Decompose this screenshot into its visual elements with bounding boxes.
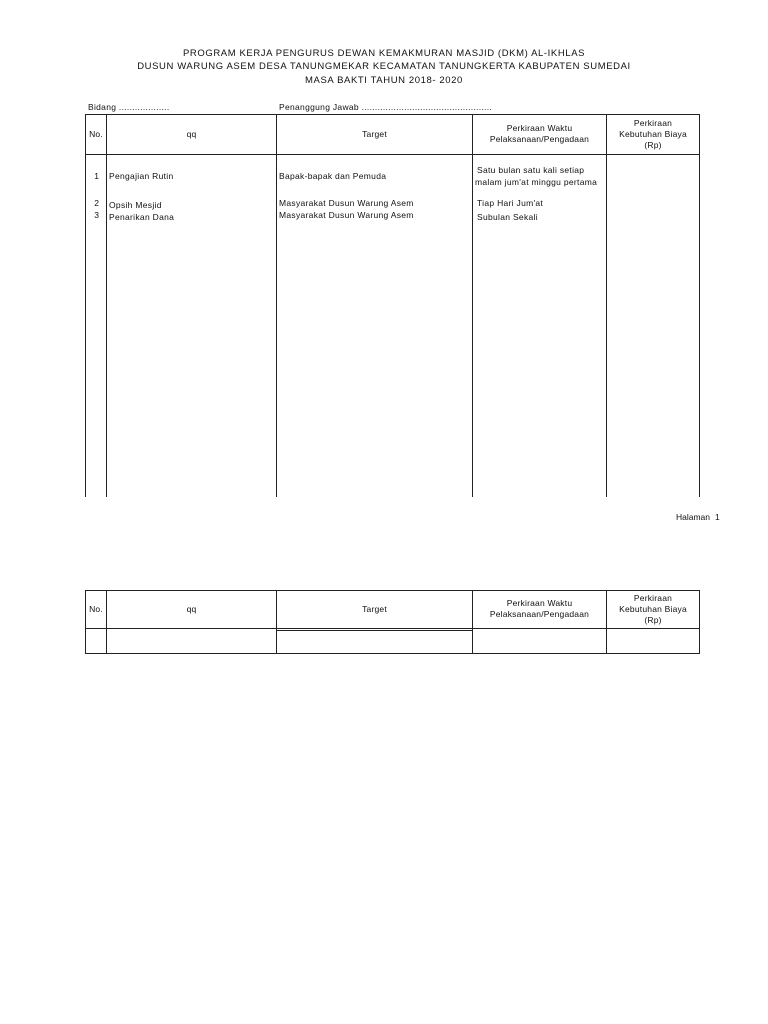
row-number: 3 [94, 210, 99, 220]
row-waktu-line2: malam jum'at minggu pertama [475, 177, 598, 187]
header-waktu [472, 114, 607, 154]
bidang-label: Bidang ................... [88, 102, 170, 112]
row-kegiatan: Pengajian Rutin [109, 171, 174, 181]
col-border-right [699, 114, 700, 497]
document-subtitle-period: MASA BAKTI TAHUN 2018- 2020 [305, 75, 463, 86]
header-bottom-border-double [276, 630, 473, 631]
table-bottom-border [85, 653, 700, 654]
header-target: Target [362, 128, 387, 139]
document-title: PROGRAM KERJA PENGURUS DEWAN KEMAKMURAN MASJID (DKM) AL-IKHLAS [182, 48, 586, 59]
col-border-target [472, 114, 473, 497]
header-waktu [472, 590, 607, 628]
penanggung-jawab-label: Penanggung Jawab ................................................. [279, 102, 493, 112]
header-bottom-border [85, 628, 700, 629]
header-biaya-line3: (Rp) [644, 614, 662, 625]
row-target: Bapak-bapak dan Pemuda [279, 171, 387, 181]
header-biaya-line2: Kebutuhan Biaya [619, 603, 687, 614]
row-number: 1 [94, 171, 99, 181]
document-subtitle-location: DUSUN WARUNG ASEM DESA TANUNGMEKAR KECAMATAN TANUNGKERTA KABUPATEN SUMEDAI [137, 61, 631, 72]
col-border-qq [276, 114, 277, 497]
header-biaya-line2: Kebutuhan Biaya [619, 128, 687, 139]
header-biaya-line1: Perkiraan [633, 117, 673, 128]
row-kegiatan: Opsih Mesjid [109, 200, 162, 210]
row-target: Masyarakat Dusun Warung Asem [279, 210, 414, 220]
header-biaya-line1: Perkiraan [633, 592, 673, 603]
row-target: Masyarakat Dusun Warung Asem [279, 198, 414, 208]
header-bottom-border [85, 154, 700, 155]
col-border-waktu [606, 114, 607, 497]
header-biaya [606, 114, 700, 154]
header-waktu-line2: Pelaksanaan/Pengadaan [489, 609, 590, 619]
header-qq: qq [186, 128, 197, 139]
page-label: Halaman [676, 512, 711, 522]
program-table [85, 114, 700, 497]
row-kegiatan: Penarikan Dana [109, 212, 175, 222]
program-table-continued [85, 590, 700, 654]
header-qq: qq [186, 603, 197, 614]
header-biaya [606, 590, 700, 628]
page-number: 1 [715, 512, 720, 522]
row-waktu-line1: Satu bulan satu kali setiap [477, 165, 585, 175]
header-waktu-line1: Perkiraan Waktu [506, 123, 573, 133]
header-no: No. [89, 128, 103, 139]
header-no: No. [89, 603, 103, 614]
header-target: Target [362, 603, 387, 614]
header-waktu-line2: Pelaksanaan/Pengadaan [489, 134, 590, 144]
col-border-no [106, 114, 107, 497]
header-waktu-line1: Perkiraan Waktu [506, 598, 573, 608]
row-number: 2 [94, 198, 99, 208]
header-biaya-line3: (Rp) [644, 139, 662, 150]
row-waktu: Tiap Hari Jum'at [477, 198, 544, 208]
row-waktu: Subulan Sekali [477, 212, 538, 222]
